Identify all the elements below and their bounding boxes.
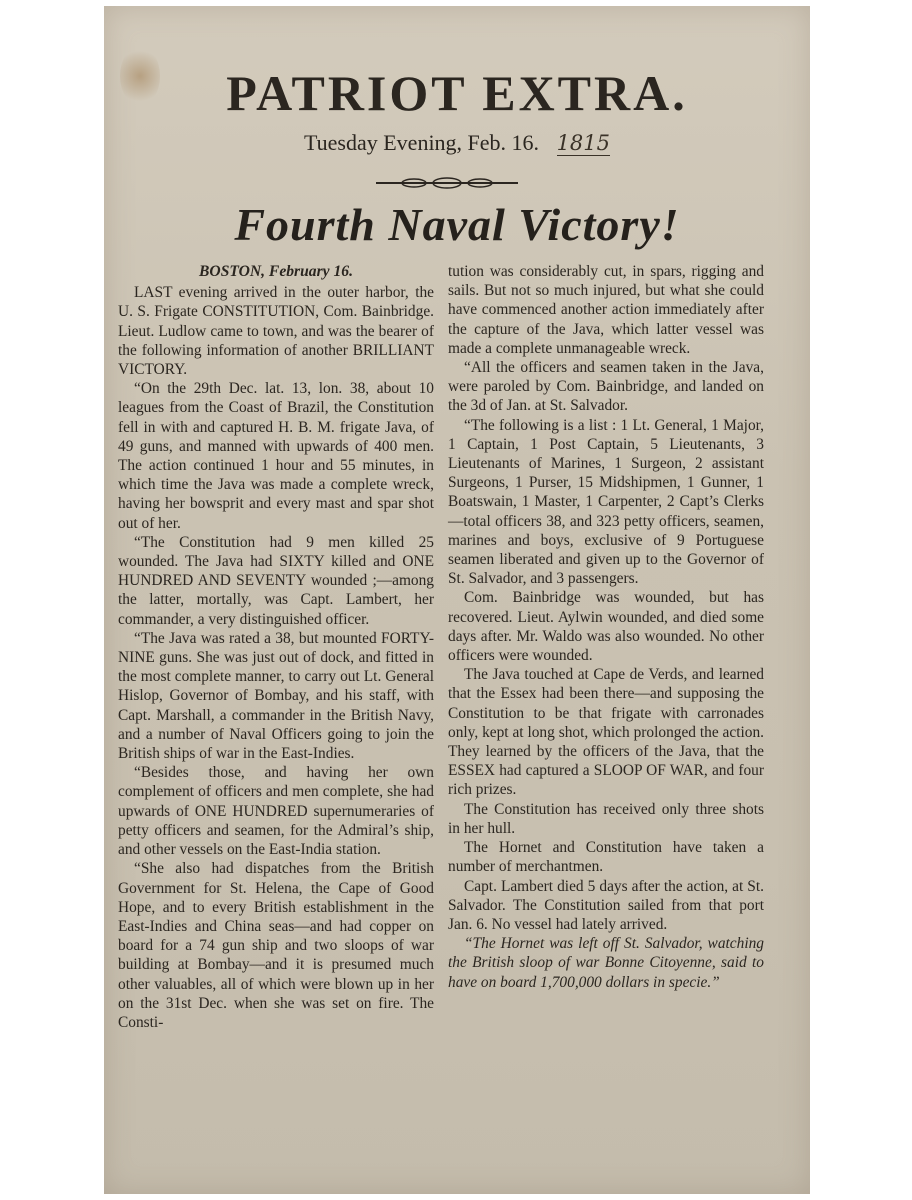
paragraph: “She also had dispatches from the British Government for St. Helena, the Cape of Good Hope, and to every British establishment in the East-Indies and China seas—and had copper on board for a 74 gun ship and two sloops of war building at Bombay—and it is presumed much other valuables, all of which were blown up in her on the 31st Dec. when she was set on fire. The Consti- bbox=[118, 860, 434, 1031]
paragraph: “The following is a list : 1 Lt. General, 1 Major, 1 Captain, 1 Post Captain, 5 Lieutenants, 3 Lieutenants of Marines, 1 Surgeon, 2 assistant Surgeons, 1 Purser, 15 Midshipmen, 1 Gunner, 1 Boatswain, 1 Master, 1 Carpenter, 2 Capt’s Clerks—total officers 38, and 323 petty officers, seamen, marines and boys, exclusive of 9 Portuguese seamen liberated and given up to the Governor of St. Salvador, and 3 passengers. bbox=[448, 416, 764, 588]
paragraph: The Constitution has received only three shots in her hull. bbox=[448, 800, 764, 837]
newspaper-sheet bbox=[104, 6, 810, 1194]
paragraph: Com. Bainbridge was wounded, but has recovered. Lieut. Aylwin wounded, and died some days after. Mr. Waldo was also wounded. No other officers were wounded. bbox=[448, 589, 764, 665]
dateline bbox=[104, 130, 810, 156]
handwritten-year: 1815 bbox=[556, 131, 611, 155]
paragraph: “Besides those, and having her own complement of officers and men complete, she had upwards of ONE HUNDRED supernumeraries of petty officers and seamen, for the Admiral’s ship, and other vessels on the East-India station. bbox=[118, 764, 434, 859]
paragraph: The Java touched at Cape de Verds, and learned that the Essex had been there—and supposing the Constitution to be that frigate with carronades only, kept at long shot, which prolonged the action. They learned by the officers of the Java, that the ESSEX had captured a SLOOP OF WAR, and four rich prizes. bbox=[448, 666, 764, 799]
masthead: PATRIOT EXTRA. bbox=[226, 65, 688, 121]
paragraph: “The Hornet was left off St. Salvador, watching the British sloop of war Bonne Citoyenne, said to have on board 1,700,000 dollars in specie.” bbox=[448, 935, 764, 991]
paragraph: LAST evening arrived in the outer harbor, the U. S. Frigate CONSTITUTION, Com. Bainbridge. Lieut. Ludlow came to town, and was the bearer of the following information of another BRILLIANT VICTORY. bbox=[118, 284, 434, 379]
article-left-column bbox=[118, 262, 434, 1032]
paragraph: “The Constitution had 9 men killed 25 wounded. The Java had SIXTY killed and ONE HUNDRED AND SEVENTY wounded ;—among the latter, mortally, was Capt. Lambert, her commander, a very distinguished officer. bbox=[118, 533, 434, 628]
article-right-column bbox=[448, 262, 764, 992]
ornament-divider bbox=[374, 174, 520, 192]
paragraph: “The Java was rated a 38, but mounted FORTY-NINE guns. She was just out of dock, and fitted in the most complete manner, to carry out Lt. General Hislop, Governor of Bombay, and his staff, with Capt. Marshall, a commander in the British Navy, and a number of Naval Officers going to join the British ships of war in the East-Indies. bbox=[118, 629, 434, 763]
paragraph: “On the 29th Dec. lat. 13, lon. 38, about 10 leagues from the Coast of Brazil, the Constitution fell in with and captured H. B. M. frigate Java, of 49 guns, and manned with upwards of 400 men. The action continued 1 hour and 55 minutes, in which time the Java was made a complete wreck, having her bowsprit and every mast and spar shot out of her. bbox=[118, 380, 434, 532]
paragraph: “All the officers and seamen taken in the Java, were paroled by Com. Bainbridge, and landed on the 3d of Jan. at St. Salvador. bbox=[448, 359, 764, 415]
dateline-printed: Tuesday Evening, Feb. 16. bbox=[303, 130, 540, 155]
paragraph: The Hornet and Constitution have taken a number of merchantmen. bbox=[448, 839, 764, 876]
paragraph: tution was considerably cut, in spars, rigging and sails. But not so much injured, but what she could have commenced another action immediately after the capture of the Java, which latter vessel was made a complete unmanageable wreck. bbox=[448, 263, 764, 357]
byline: BOSTON, February 16. bbox=[199, 263, 353, 280]
headline: Fourth Naval Victory! bbox=[234, 199, 680, 250]
paragraph: Capt. Lambert died 5 days after the action, at St. Salvador. The Constitution sailed from that port Jan. 6. No vessel had lately arrived. bbox=[448, 877, 764, 933]
